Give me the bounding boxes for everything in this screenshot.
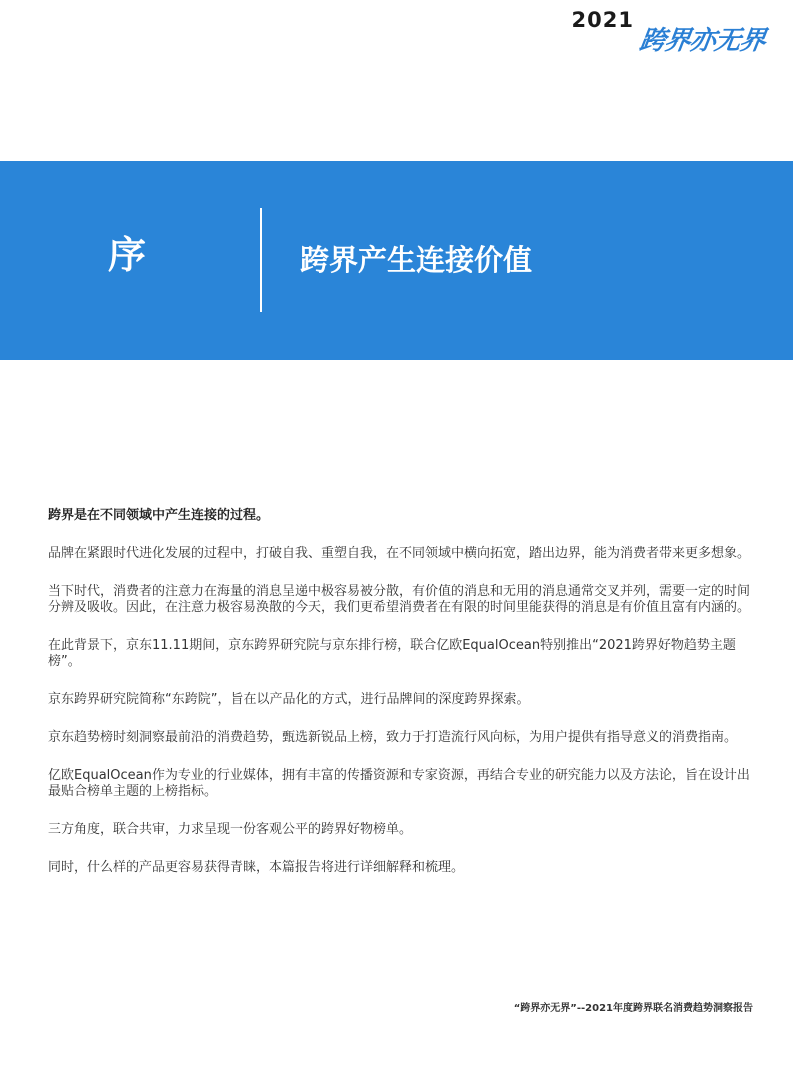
section-banner [0, 161, 793, 360]
lead-paragraph: 跨界是在不同领域中产生连接的过程。 [48, 508, 270, 523]
brand-logo [572, 6, 765, 56]
paragraph: 亿欧EqualOcean作为专业的行业媒体，拥有丰富的传播资源和专家资源，再结合专业的研究能力以及方法论，旨在设计出最贴合榜单主题的上榜指标。 [48, 768, 750, 799]
body-text [48, 508, 758, 898]
section-label: 序 [108, 233, 147, 277]
page-footer: “跨界亦无界”--2021年度跨界联名消费趋势洞察报告 [513, 1003, 753, 1014]
banner-divider [260, 208, 262, 312]
paragraph: 三方角度，联合共审，力求呈现一份客观公平的跨界好物榜单。 [48, 822, 413, 837]
section-title: 跨界产生连接价值 [300, 243, 533, 277]
paragraph: 同时，什么样的产品更容易获得青睐，本篇报告将进行详细解释和梳理。 [48, 860, 465, 875]
logo-year: 2021 [571, 8, 634, 32]
paragraph: 在此背景下，京东11.11期间，京东跨界研究院与京东排行榜，联合亿欧EqualOcean特别推出“2021跨界好物趋势主题榜”。 [48, 638, 736, 669]
paragraph: 京东跨界研究院简称“东跨院”，旨在以产品化的方式，进行品牌间的深度跨界探索。 [48, 692, 530, 707]
logo-slogan: 跨界亦无界 [637, 26, 767, 56]
paragraph: 品牌在紧跟时代进化发展的过程中，打破自我、重塑自我，在不同领域中横向拓宽，踏出边界，能为消费者带来更多想象。 [48, 546, 751, 561]
paragraph: 京东趋势榜时刻洞察最前沿的消费趋势，甄选新锐品上榜，致力于打造流行风向标，为用户提供有指导意义的消费指南。 [48, 730, 738, 745]
paragraph: 当下时代，消费者的注意力在海量的消息呈递中极容易被分散，有价值的消息和无用的消息通常交叉并列，需要一定的时间分辨及吸收。因此，在注意力极容易涣散的今天，我们更希望消费者在有限的时间里能获得的消息是有价值且富有内涵的。 [48, 584, 751, 615]
